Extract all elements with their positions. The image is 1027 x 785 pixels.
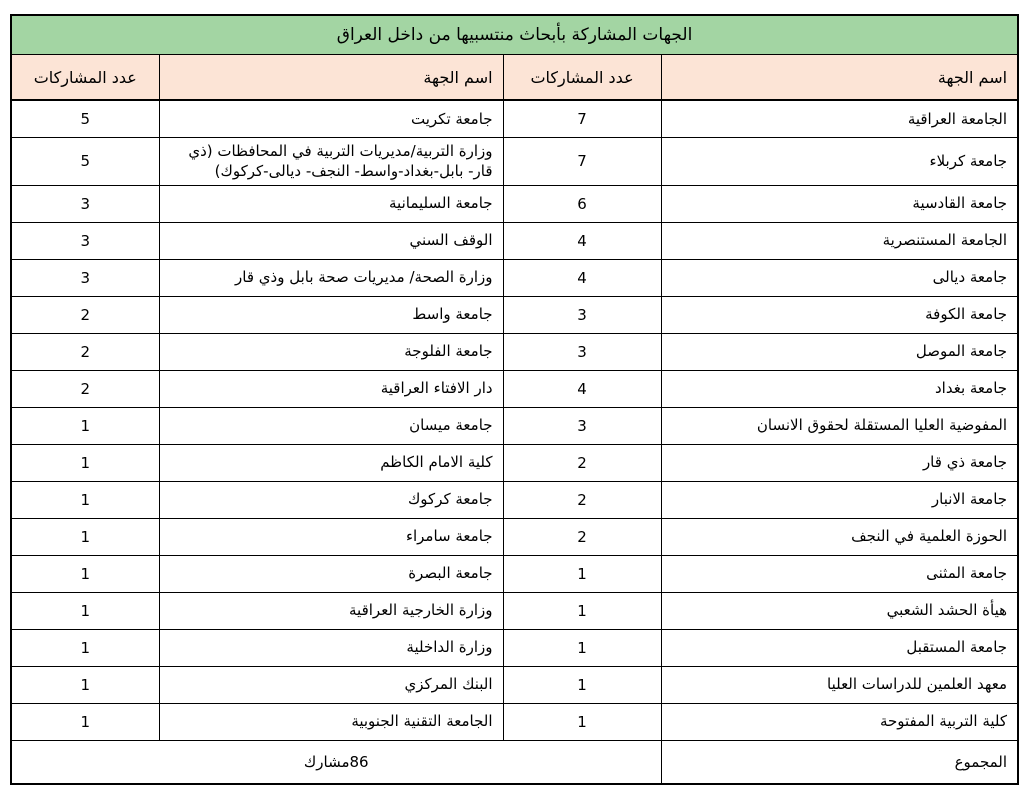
org-name-cell: جامعة الكوفة bbox=[661, 296, 1018, 333]
count-cell: 1 bbox=[11, 518, 159, 555]
header-count-right: عدد المشاركات bbox=[503, 55, 661, 101]
org-name-cell: جامعة الفلوجة bbox=[159, 333, 503, 370]
table-row bbox=[11, 481, 1018, 518]
count-cell: 2 bbox=[503, 518, 661, 555]
count-cell: 4 bbox=[503, 222, 661, 259]
count-cell: 2 bbox=[11, 370, 159, 407]
count-cell: 3 bbox=[503, 407, 661, 444]
org-name-cell: جامعة البصرة bbox=[159, 555, 503, 592]
table-row bbox=[11, 100, 1018, 138]
org-name-cell: المفوضية العليا المستقلة لحقوق الانسان bbox=[661, 407, 1018, 444]
table-row bbox=[11, 703, 1018, 740]
table-row bbox=[11, 370, 1018, 407]
count-cell: 1 bbox=[11, 629, 159, 666]
org-name-cell: جامعة ديالى bbox=[661, 259, 1018, 296]
org-name-cell: جامعة الموصل bbox=[661, 333, 1018, 370]
org-name-cell: دار الافتاء العراقية bbox=[159, 370, 503, 407]
count-cell: 1 bbox=[503, 666, 661, 703]
table-row bbox=[11, 592, 1018, 629]
org-name-cell: جامعة كركوك bbox=[159, 481, 503, 518]
table-row bbox=[11, 629, 1018, 666]
org-name-cell: جامعة الانبار bbox=[661, 481, 1018, 518]
table-row bbox=[11, 185, 1018, 222]
org-name-cell: وزارة الداخلية bbox=[159, 629, 503, 666]
org-name-cell: جامعة سامراء bbox=[159, 518, 503, 555]
org-name-cell: كلية التربية المفتوحة bbox=[661, 703, 1018, 740]
org-name-cell: وزارة التربية/مديريات التربية في المحافظات (ذي قار- بابل-بغداد-واسط- النجف- ديالى-كركوك) bbox=[159, 138, 503, 186]
table-row bbox=[11, 222, 1018, 259]
org-name-cell: جامعة القادسية bbox=[661, 185, 1018, 222]
org-name-cell: جامعة تكريت bbox=[159, 100, 503, 138]
org-name-cell: الحوزة العلمية في النجف bbox=[661, 518, 1018, 555]
org-name-cell: كلية الامام الكاظم bbox=[159, 444, 503, 481]
header-org-name-left: اسم الجهة bbox=[159, 55, 503, 101]
count-cell: 1 bbox=[503, 555, 661, 592]
count-cell: 6 bbox=[503, 185, 661, 222]
count-cell: 1 bbox=[11, 666, 159, 703]
table-row bbox=[11, 444, 1018, 481]
count-cell: 5 bbox=[11, 138, 159, 186]
org-name-cell: جامعة المثنى bbox=[661, 555, 1018, 592]
org-name-cell: وزارة الخارجية العراقية bbox=[159, 592, 503, 629]
count-cell: 1 bbox=[11, 407, 159, 444]
count-cell: 3 bbox=[503, 296, 661, 333]
table-row bbox=[11, 666, 1018, 703]
count-cell: 1 bbox=[503, 629, 661, 666]
count-cell: 1 bbox=[11, 444, 159, 481]
org-name-cell: جامعة ذي قار bbox=[661, 444, 1018, 481]
title-row bbox=[11, 15, 1018, 55]
total-row bbox=[11, 740, 1018, 784]
org-name-cell: جامعة واسط bbox=[159, 296, 503, 333]
header-row bbox=[11, 55, 1018, 101]
count-cell: 1 bbox=[11, 481, 159, 518]
org-name-cell: جامعة كربلاء bbox=[661, 138, 1018, 186]
org-name-cell: الجامعة التقنية الجنوبية bbox=[159, 703, 503, 740]
count-cell: 2 bbox=[503, 444, 661, 481]
header-org-name-right: اسم الجهة bbox=[661, 55, 1018, 101]
count-cell: 1 bbox=[503, 703, 661, 740]
count-cell: 3 bbox=[11, 222, 159, 259]
count-cell: 1 bbox=[11, 555, 159, 592]
total-label-cell: المجموع bbox=[661, 740, 1018, 784]
org-name-cell: هيأة الحشد الشعبي bbox=[661, 592, 1018, 629]
count-cell: 1 bbox=[11, 703, 159, 740]
org-name-cell: جامعة المستقبل bbox=[661, 629, 1018, 666]
count-cell: 2 bbox=[11, 296, 159, 333]
participants-table bbox=[10, 14, 1019, 785]
table-title: الجهات المشاركة بأبحاث منتسبيها من داخل العراق bbox=[11, 15, 1018, 55]
org-name-cell: الجامعة المستنصرية bbox=[661, 222, 1018, 259]
count-cell: 7 bbox=[503, 100, 661, 138]
org-name-cell: البنك المركزي bbox=[159, 666, 503, 703]
table-row bbox=[11, 138, 1018, 186]
total-value-cell: 86مشارك bbox=[11, 740, 661, 784]
count-cell: 4 bbox=[503, 370, 661, 407]
table-row bbox=[11, 518, 1018, 555]
count-cell: 2 bbox=[503, 481, 661, 518]
org-name-cell: جامعة السليمانية bbox=[159, 185, 503, 222]
org-name-cell: الوقف السني bbox=[159, 222, 503, 259]
org-name-cell: جامعة بغداد bbox=[661, 370, 1018, 407]
table-row bbox=[11, 296, 1018, 333]
count-cell: 3 bbox=[503, 333, 661, 370]
org-name-cell: الجامعة العراقية bbox=[661, 100, 1018, 138]
table-row bbox=[11, 555, 1018, 592]
count-cell: 4 bbox=[503, 259, 661, 296]
header-count-left: عدد المشاركات bbox=[11, 55, 159, 101]
org-name-cell: معهد العلمين للدراسات العليا bbox=[661, 666, 1018, 703]
count-cell: 7 bbox=[503, 138, 661, 186]
table-row bbox=[11, 333, 1018, 370]
org-name-cell: جامعة ميسان bbox=[159, 407, 503, 444]
page bbox=[10, 14, 1017, 785]
count-cell: 1 bbox=[503, 592, 661, 629]
count-cell: 5 bbox=[11, 100, 159, 138]
count-cell: 3 bbox=[11, 185, 159, 222]
count-cell: 3 bbox=[11, 259, 159, 296]
table-row bbox=[11, 407, 1018, 444]
count-cell: 1 bbox=[11, 592, 159, 629]
count-cell: 2 bbox=[11, 333, 159, 370]
table-row bbox=[11, 259, 1018, 296]
org-name-cell: وزارة الصحة/ مديريات صحة بابل وذي قار bbox=[159, 259, 503, 296]
